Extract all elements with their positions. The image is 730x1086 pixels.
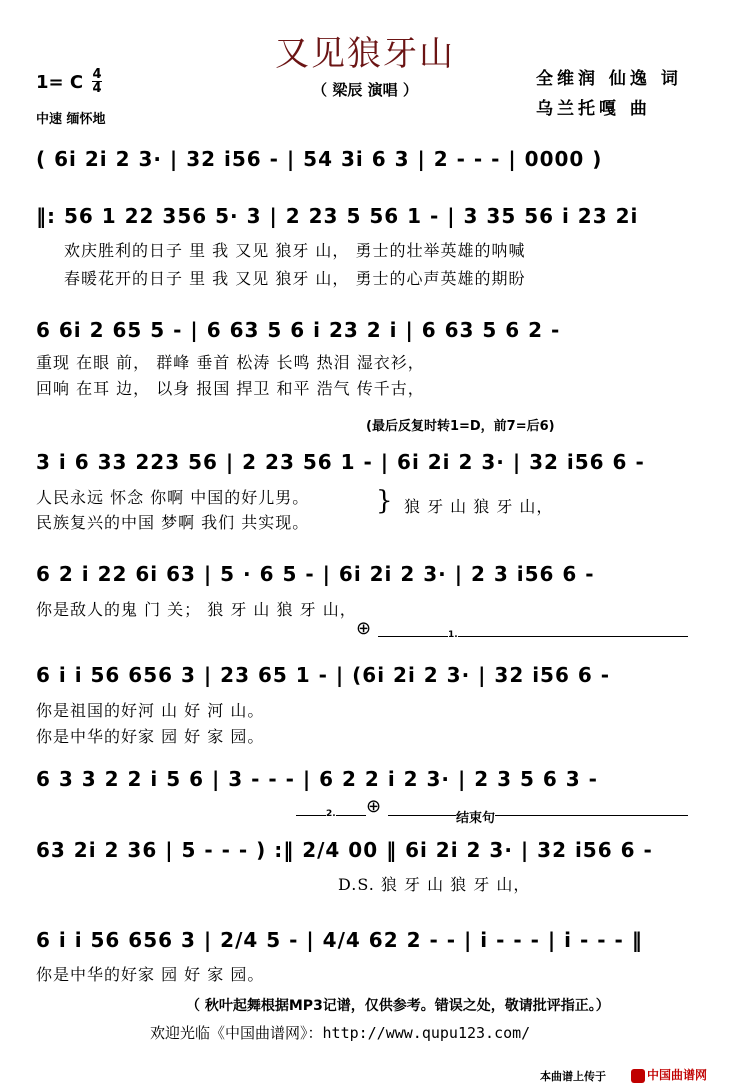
lyrics-row-3-verse-1: 重现 在眼 前， 群峰 垂首 松涛 长鸣 热泪 湿衣衫，: [36, 353, 425, 372]
lyrics-row-4-verse-2: 民族复兴的中国 梦啊 我们 共实现。: [36, 513, 310, 532]
staff-row-6-notes: 6 i i 56 656 3 | 23 65 1 - | (6i 2i 2 3· | 32 i56 6 -: [36, 663, 611, 687]
ending-line: [388, 815, 688, 816]
lyrics-row-4-verse-1: 人民永远 怀念 你啊 中国的好儿男。: [36, 488, 310, 507]
staff-row-9-notes: 6 i i 56 656 3 | 2/4 5 - | 4/4 62 2 - - | i - - - | i - - - ‖: [36, 928, 643, 952]
staff-row-3-notes: 6 6i 2 65 5 - | 6 63 5 6 i 23 2 i | 6 63 5 6 2 -: [36, 318, 561, 342]
logo-icon: [631, 1069, 645, 1083]
staff-row-1-notes: ( 6i 2i 2 3· | 32 i56 - | 54 3i 6 3 | 2 - - - | 0000 ): [36, 147, 603, 171]
logo-text: 中国曲谱网: [647, 1068, 708, 1082]
brace-icon: }: [376, 486, 394, 516]
upload-label: 本曲谱上传于: [540, 1070, 606, 1083]
staff-row-4-notes: 3 i 6 33 223 56 | 2 23 56 1 - | 6i 2i 2 3· | 32 i56 6 -: [36, 450, 645, 474]
footer-note: （ 秋叶起舞根据MP3记谱，仅供参考。错误之处，敬请批评指正。）: [186, 998, 610, 1014]
ending-label: 结束句: [456, 807, 495, 826]
coda-icon: ⊕: [356, 618, 372, 639]
volta-2-label: 2.: [326, 809, 336, 819]
site-logo[interactable]: [631, 1066, 727, 1084]
key-change-annotation: (最后反复时转1=D，前7=后6): [366, 419, 555, 434]
staff-row-8-notes: 63 2i 2 36 | 5 - - - ) :‖ 2/4 00 ‖ 6i 2i 2 3· | 32 i56 6 -: [36, 838, 653, 862]
lyrics-row-6-verse-2: 你是中华的好家 园 好 家 园。: [36, 727, 265, 746]
lyrics-row-8: D.S. 狼 牙 山 狼 牙 山，: [338, 875, 531, 894]
key-signature: 1= C: [36, 72, 84, 93]
lyrics-row-2-verse-1: 欢庆胜利的日子 里 我 又见 狼牙 山， 勇士的壮举英雄的呐喊: [64, 241, 526, 260]
singer-credit: （ 梁辰 演唱 ）: [312, 81, 418, 99]
lyrics-row-5: 你是敌人的鬼 门 关； 狼 牙 山 狼 牙 山，: [36, 600, 357, 619]
lyrics-row-9: 你是中华的好家 园 好 家 园。: [36, 965, 265, 984]
staff-row-7-notes: 6 3 3 2 2 i 5 6 | 3 - - - | 6 2 2 i 2 3· | 2 3 5 6 3 -: [36, 767, 598, 791]
coda-icon-2: ⊕: [366, 796, 382, 817]
volta-1-label: 1.: [448, 630, 458, 640]
volta-1-line: [378, 636, 688, 637]
composer-credit: 乌兰托嘎 曲: [536, 99, 651, 119]
time-signature: 4 4: [92, 67, 102, 96]
song-title: 又见狼牙山: [275, 34, 455, 74]
lyrics-row-3-verse-2: 回响 在耳 边， 以身 报国 捍卫 和平 浩气 传千古，: [36, 379, 425, 398]
lyricist-credit: 全维润 仙逸 词: [536, 69, 682, 89]
lyrics-row-2-verse-2: 春暖花开的日子 里 我 又见 狼牙 山， 勇士的心声英雄的期盼: [64, 269, 526, 288]
staff-row-5-notes: 6 2 i 22 6i 63 | 5 · 6 5 - | 6i 2i 2 3· | 2 3 i56 6 -: [36, 562, 595, 586]
lyrics-row-4-chorus: 狼 牙 山 狼 牙 山，: [404, 497, 554, 516]
lyrics-row-6-verse-1: 你是祖国的好河 山 好 河 山。: [36, 701, 265, 720]
tempo-marking: 中速 缅怀地: [36, 112, 106, 127]
website-link[interactable]: 欢迎光临《中国曲谱网》：http://www.qupu123.com/: [150, 1024, 531, 1042]
staff-row-2-notes: ‖: 56 1 22 356 5· 3 | 2 23 5 56 1 - | 3 35 56 i 23 2i: [36, 204, 639, 228]
